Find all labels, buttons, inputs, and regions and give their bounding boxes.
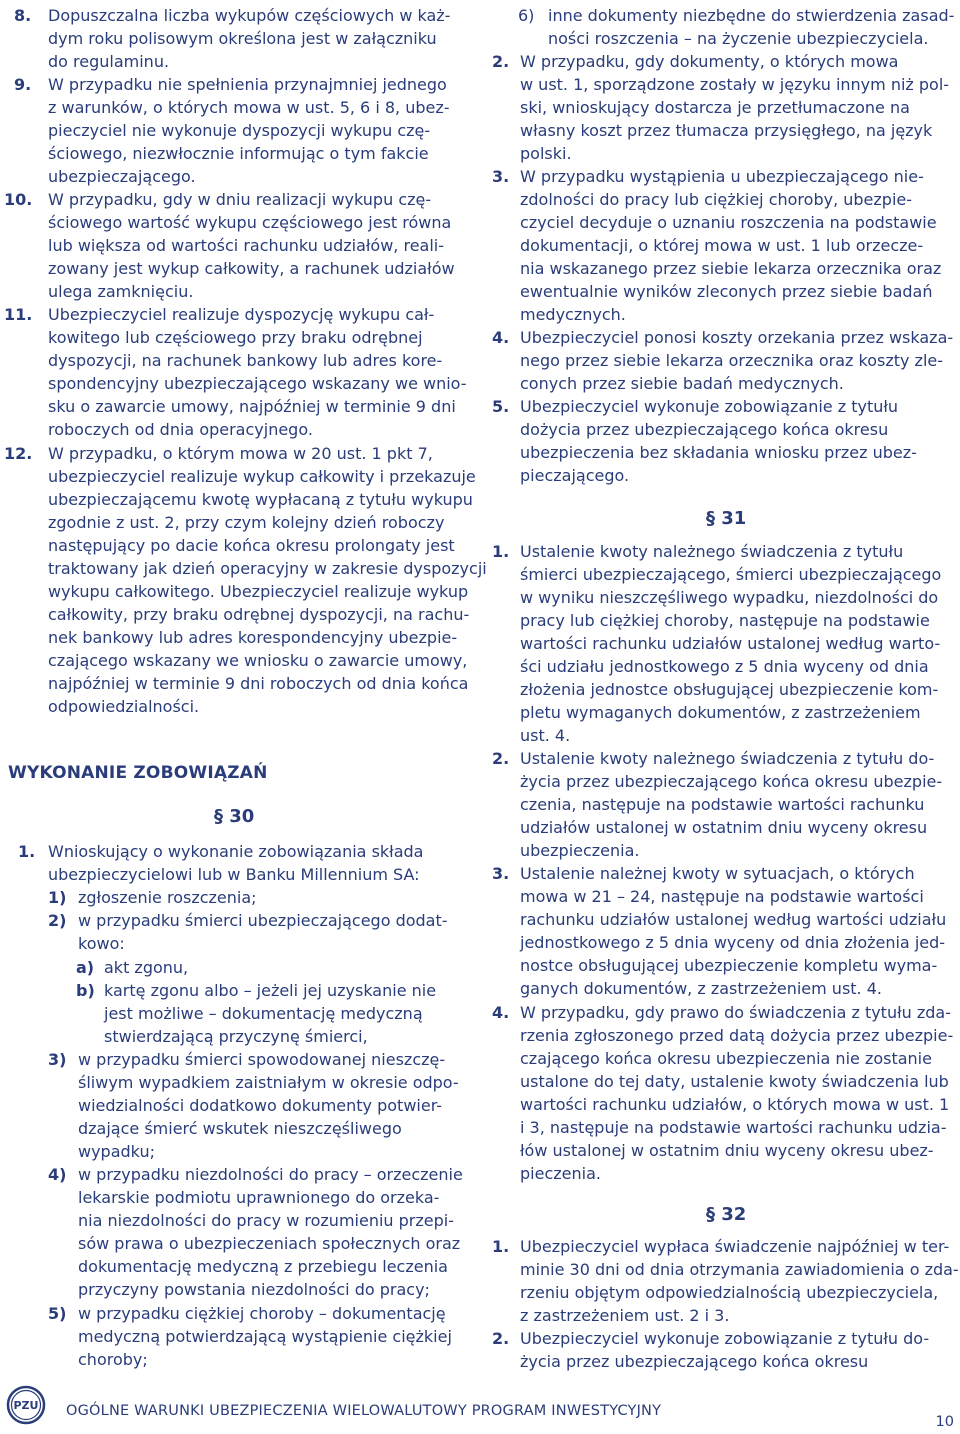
text-line: rachunku udziałów ustalonej według wartości udziału [520, 910, 947, 929]
text-line: czenia, następuje na podstawie wartości rachunku [520, 795, 925, 814]
text-line: zdolności do pracy lub ciężkiej choroby, ubezpie- [520, 190, 912, 209]
item-number: 4. [492, 328, 510, 347]
text-line: Ubezpieczyciel wykonuje zobowiązanie z tytułu do- [520, 1329, 930, 1348]
text-line: inne dokumenty niezbędne do stwierdzenia zasad- [548, 6, 955, 25]
item-text [78, 886, 257, 909]
text-line: roboczych od dnia operacyjnego. [48, 420, 313, 439]
text-line: ściowego wartość wykupu częściowego jest równa [48, 213, 452, 232]
text-line: conych przez siebie badań medycznych. [520, 374, 844, 393]
text-line: pletu wymaganych dokumentów, z zastrzeżeniem [520, 703, 921, 722]
text-line: śliwym wypadkiem zaistniałym w okresie odpo- [78, 1073, 459, 1092]
text-line: lub większa od wartości rachunku udziałów, reali- [48, 236, 444, 255]
text-line: polski. [520, 144, 572, 163]
text-line: odpowiedzialności. [48, 697, 200, 716]
item-number: 8. [14, 6, 32, 25]
text-line: nia niezdolności do pracy w rozumieniu przepi- [78, 1211, 454, 1230]
text-line: ubezpieczającego. [48, 167, 196, 186]
text-line: czyciel decyduje o uznaniu roszczenia na podstawie [520, 213, 937, 232]
text-line: Ustalenie należnej kwoty w sytuacjach, o których [520, 864, 915, 883]
text-line: W przypadku, o którym mowa w 20 ust. 1 pkt 7, [48, 444, 433, 463]
text-line: ubezpieczenia bez składania wniosku przez ubez- [520, 443, 917, 462]
text-line: ności roszczenia – na życzenie ubezpieczyciela. [548, 29, 929, 48]
item-text [48, 303, 467, 441]
text-line: rzenia zgłoszonego przed datą dożycia przez ubezpie- [520, 1026, 954, 1045]
item-number: 11. [4, 305, 33, 324]
text-line: dożycia przez ubezpieczającego końca okresu [520, 420, 889, 439]
item-text [104, 956, 188, 979]
text-line: kartę zgonu albo – jeżeli jej uzyskanie nie [104, 981, 437, 1000]
item-text [520, 326, 953, 395]
text-line: i 3, następuje na podstawie wartości rachunku udzia- [520, 1118, 947, 1137]
text-line: jest możliwe – dokumentację medyczną [104, 1004, 423, 1023]
text-line: ubezpieczenia. [520, 841, 640, 860]
text-line: stwierdzającą przyczynę śmierci, [104, 1027, 368, 1046]
text-line: w przypadku śmierci ubezpieczającego dodat- [78, 911, 448, 930]
text-line: kowo: [78, 934, 125, 953]
text-line: wartości rachunku udziałów, o których mowa w ust. 1 [520, 1095, 950, 1114]
item-text [48, 73, 450, 188]
text-line: Ubezpieczyciel wykonuje zobowiązanie z tytułu [520, 397, 899, 416]
text-line: sów prawa o ubezpieczeniach społecznych oraz [78, 1234, 461, 1253]
text-line: rzeniu objętym odpowiedzialnością ubezpieczyciela, [520, 1283, 939, 1302]
text-line: sku o zawarcie umowy, najpóźniej w terminie 9 dni [48, 397, 456, 416]
item-text [520, 50, 949, 165]
text-line: medycznych. [520, 305, 626, 324]
item-text [520, 540, 941, 747]
item-text [78, 1302, 452, 1371]
text-line: śmierci ubezpieczającego, śmierci ubezpieczającego [520, 565, 942, 584]
text-line: złożenia jednostce obsługującej ubezpieczenie kom- [520, 680, 939, 699]
item-text [48, 442, 487, 718]
text-line: minie 30 dni od dnia otrzymania zawiadomienia o zda- [520, 1260, 959, 1279]
text-line: czającego wskazany we wniosku o zawarcie umowy, [48, 651, 468, 670]
text-line: W przypadku nie spełnienia przynajmniej jednego [48, 75, 447, 94]
text-line: mowa w 21 – 24, następuje na podstawie wartości [520, 887, 924, 906]
item-number: 5. [492, 397, 510, 416]
item-number: 2) [48, 911, 67, 930]
text-line: jednostkowego z 5 dnia wyceny od dnia złożenia jed- [520, 933, 946, 952]
item-text [520, 747, 942, 862]
text-line: lekarskie podmiotu uprawnionego do orzeka- [78, 1188, 440, 1207]
item-number: 3) [48, 1050, 67, 1069]
paragraph-heading: § 31 [706, 508, 747, 529]
item-text [48, 840, 423, 886]
item-number: b) [76, 981, 95, 1000]
section-heading: WYKONANIE ZOBOWIĄZAŃ [8, 763, 268, 783]
text-line: do regulaminu. [48, 52, 170, 71]
page-number: 10 [935, 1414, 954, 1430]
text-line: nek bankowy lub adres korespondencyjny ubezpie- [48, 628, 458, 647]
text-line: czającego końca okresu ubezpieczenia nie zostanie [520, 1049, 932, 1068]
text-line: z warunków, o których mowa w ust. 5, 6 i 8, ubez- [48, 98, 450, 117]
text-line: kowitego lub częściowego przy braku odrębnej [48, 328, 423, 347]
text-line: W przypadku, gdy w dniu realizacji wykupu czę- [48, 190, 432, 209]
item-text [520, 862, 946, 1000]
text-line: nego przez siebie lekarza orzecznika oraz koszty zle- [520, 351, 944, 370]
text-line: ulega zamknięciu. [48, 282, 194, 301]
text-line: dym roku polisowym określona jest w załączniku [48, 29, 437, 48]
text-line: Ubezpieczyciel wypłaca świadczenie najpóźniej w ter- [520, 1237, 950, 1256]
text-line: najpóźniej w terminie 9 dni roboczych od dnia końca [48, 674, 469, 693]
text-line: ści udziału jednostkowego z 5 dnia wyceny od dnia [520, 657, 929, 676]
item-number: 9. [14, 75, 32, 94]
text-line: Ubezpieczyciel realizuje dyspozycję wykupu cał- [48, 305, 435, 324]
text-line: choroby; [78, 1350, 148, 1369]
item-number: 2. [492, 1329, 510, 1348]
item-text [78, 1163, 463, 1301]
text-line: zgłoszenie roszczenia; [78, 888, 257, 907]
text-line: ustalone do tej daty, ustalenie kwoty świadczenia lub [520, 1072, 949, 1091]
text-line: ściowego, niezwłocznie informując o tym fakcie [48, 144, 429, 163]
text-line: pracy lub ciężkiej choroby, następuje na podstawie [520, 611, 930, 630]
item-text [520, 1001, 953, 1185]
item-number: 6) [518, 6, 535, 25]
item-text [104, 979, 436, 1048]
text-line: akt zgonu, [104, 958, 189, 977]
text-line: Ustalenie kwoty należnego świadczenia z tytułu do- [520, 749, 935, 768]
text-line: w przypadku niezdolności do pracy – orzeczenie [78, 1165, 463, 1184]
text-line: w przypadku śmierci spowodowanej nieszczę- [78, 1050, 446, 1069]
text-line: traktowany jak dzień operacyjny w zakresie dyspozycji [48, 559, 487, 578]
text-line: nostce obsługującej ubezpieczenie kompletu wyma- [520, 956, 938, 975]
item-text [520, 395, 917, 487]
text-line: pieczenia. [520, 1164, 601, 1183]
text-line: w wyniku nieszczęśliwego wypadku, niezdolności do [520, 588, 939, 607]
text-line: dyspozycji, na rachunek bankowy lub adres kore- [48, 351, 443, 370]
text-line: w ust. 1, sporządzone zostały w języku innym niż pol- [520, 75, 950, 94]
svg-text:PZU: PZU [13, 1399, 39, 1412]
footer-title: OGÓLNE WARUNKI UBEZPIECZENIA WIELOWALUTOWY PROGRAM INWESTYCYJNY [66, 1403, 662, 1419]
text-line: ewentualnie wyników zleconych przez siebie badań [520, 282, 933, 301]
text-line: dokumentację medyczną z przebiegu leczenia [78, 1257, 448, 1276]
text-line: następujący po dacie końca okresu prolongaty jest [48, 536, 455, 555]
text-line: W przypadku wystąpienia u ubezpieczającego nie- [520, 167, 924, 186]
text-line: wykupu całkowitego. Ubezpieczyciel realizuje wykup [48, 582, 469, 601]
item-text [520, 1327, 929, 1373]
page-footer [0, 1385, 960, 1434]
text-line: Ubezpieczyciel ponosi koszty orzekania przez wskaza- [520, 328, 954, 347]
text-line: wypadku; [78, 1142, 155, 1161]
item-text [548, 4, 954, 50]
item-number: 5) [48, 1304, 67, 1323]
text-line: medyczną potwierdzającą wystąpienie ciężkiej [78, 1327, 452, 1346]
item-number: 1. [492, 1237, 510, 1256]
text-line: całkowity, przy braku odrębnej dyspozycji, na rachu- [48, 605, 470, 624]
text-line: przyczyny powstania niezdolności do pracy; [78, 1280, 430, 1299]
text-line: udziałów ustalonej w ostatnim dniu wyceny okresu [520, 818, 928, 837]
text-line: nia wskazanego przez siebie lekarza orzecznika oraz [520, 259, 942, 278]
paragraph-heading: § 32 [706, 1204, 747, 1225]
text-line: Dopuszczalna liczba wykupów częściowych w każ- [48, 6, 451, 25]
text-line: W przypadku, gdy prawo do świadczenia z tytułu zda- [520, 1003, 951, 1022]
item-text [78, 1048, 459, 1163]
text-line: Ustalenie kwoty należnego świadczenia z tytułu [520, 542, 904, 561]
item-number: 2. [492, 749, 510, 768]
item-text [48, 4, 450, 73]
text-line: wiedzialności dodatkowo dokumenty potwier- [78, 1096, 443, 1115]
item-number: 3. [492, 864, 510, 883]
paragraph-heading: § 30 [214, 806, 255, 827]
item-number: 4) [48, 1165, 67, 1184]
text-line: W przypadku, gdy dokumenty, o których mowa [520, 52, 899, 71]
text-line: pieczającego. [520, 466, 630, 485]
item-number: 12. [4, 444, 33, 463]
item-text [520, 165, 941, 326]
text-line: pieczyciel nie wykonuje dyspozycji wykupu czę- [48, 121, 431, 140]
text-line: spondencyjny ubezpieczającego wskazany we wnio- [48, 374, 467, 393]
text-line: łów ustalonej w ostatnim dniu wyceny okresu ubez- [520, 1141, 934, 1160]
item-number: 1) [48, 888, 67, 907]
text-line: dzające śmierć wskutek nieszczęśliwego [78, 1119, 402, 1138]
item-number: 2. [492, 52, 510, 71]
text-line: ski, wnioskujący dostarcza je przetłumaczone na [520, 98, 910, 117]
text-line: własny koszt przez tłumacza przysięgłego, na język [520, 121, 933, 140]
text-line: ganych dokumentów, z zastrzeżeniem ust. 4. [520, 979, 882, 998]
item-text [520, 1235, 959, 1327]
pzu-logo [6, 1385, 46, 1425]
item-text [48, 188, 455, 303]
text-line: dokumentacji, o której mowa w ust. 1 lub orzecze- [520, 236, 924, 255]
item-number: 1. [492, 542, 510, 561]
text-line: wartości rachunku udziałów ustalonej według warto- [520, 634, 941, 653]
text-line: w przypadku ciężkiej choroby – dokumentację [78, 1304, 446, 1323]
text-line: zgodnie z ust. 2, przy czym kolejny dzień roboczy [48, 513, 445, 532]
text-line: ubezpieczyciel realizuje wykup całkowity i przekazuje [48, 467, 476, 486]
text-line: życia przez ubezpieczającego końca okresu ubezpie- [520, 772, 943, 791]
text-line: ubezpieczycielowi lub w Banku Millennium SA: [48, 865, 420, 884]
item-number: 1. [18, 842, 36, 861]
item-number: 10. [4, 190, 33, 209]
text-line: życia przez ubezpieczającego końca okresu [520, 1352, 869, 1371]
text-line: Wnioskujący o wykonanie zobowiązania składa [48, 842, 424, 861]
text-line: ust. 4. [520, 726, 571, 745]
text-line: ubezpieczającemu kwotę wypłacaną z tytułu wykupu [48, 490, 473, 509]
item-text [78, 909, 448, 955]
text-line: z zastrzeżeniem ust. 2 i 3. [520, 1306, 730, 1325]
item-number: 3. [492, 167, 510, 186]
text-line: zowany jest wykup całkowity, a rachunek udziałów [48, 259, 455, 278]
item-number: a) [76, 958, 95, 977]
item-number: 4. [492, 1003, 510, 1022]
